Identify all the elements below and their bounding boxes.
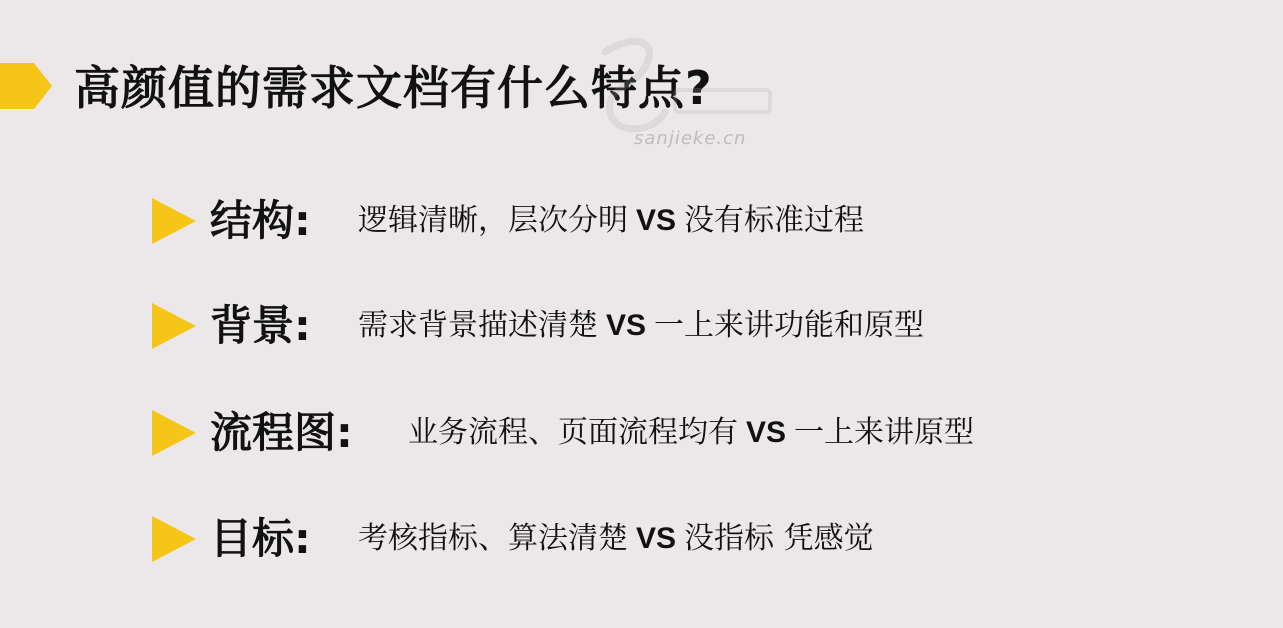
item-label: 结构: [210, 196, 311, 245]
item-description [358, 201, 864, 241]
item-label: 背景: [210, 301, 311, 350]
vs-text: VS [746, 416, 787, 449]
item-negative-text: 没指标 凭感觉 [684, 521, 874, 556]
title-marker-arrow-icon [0, 63, 52, 109]
item-positive-text: 需求背景描述清楚 [358, 308, 598, 343]
item-description [358, 306, 924, 346]
slide-title: 高颜值的需求文档有什么特点? [74, 61, 713, 115]
bullet-arrow-icon [152, 516, 196, 562]
item-positive-text: 逻辑清晰，层次分明 [358, 203, 628, 238]
item-negative-text: 没有标准过程 [684, 203, 865, 238]
item-label: 流程图: [210, 408, 353, 457]
item-label: 目标: [210, 514, 311, 563]
bullet-arrow-icon [152, 303, 196, 349]
vs-text: VS [636, 204, 677, 237]
item-positive-text: 业务流程、页面流程均有 [408, 415, 738, 450]
item-description [408, 413, 974, 453]
item-positive-text: 考核指标、算法清楚 [358, 521, 628, 556]
item-description [358, 519, 874, 559]
item-negative-text: 一上来讲原型 [794, 415, 975, 450]
bullet-arrow-icon [152, 198, 196, 244]
watermark-text: sanjieke.cn [634, 128, 747, 149]
item-negative-text: 一上来讲功能和原型 [654, 308, 925, 343]
vs-text: VS [606, 309, 647, 342]
bullet-arrow-icon [152, 410, 196, 456]
vs-text: VS [636, 522, 677, 555]
